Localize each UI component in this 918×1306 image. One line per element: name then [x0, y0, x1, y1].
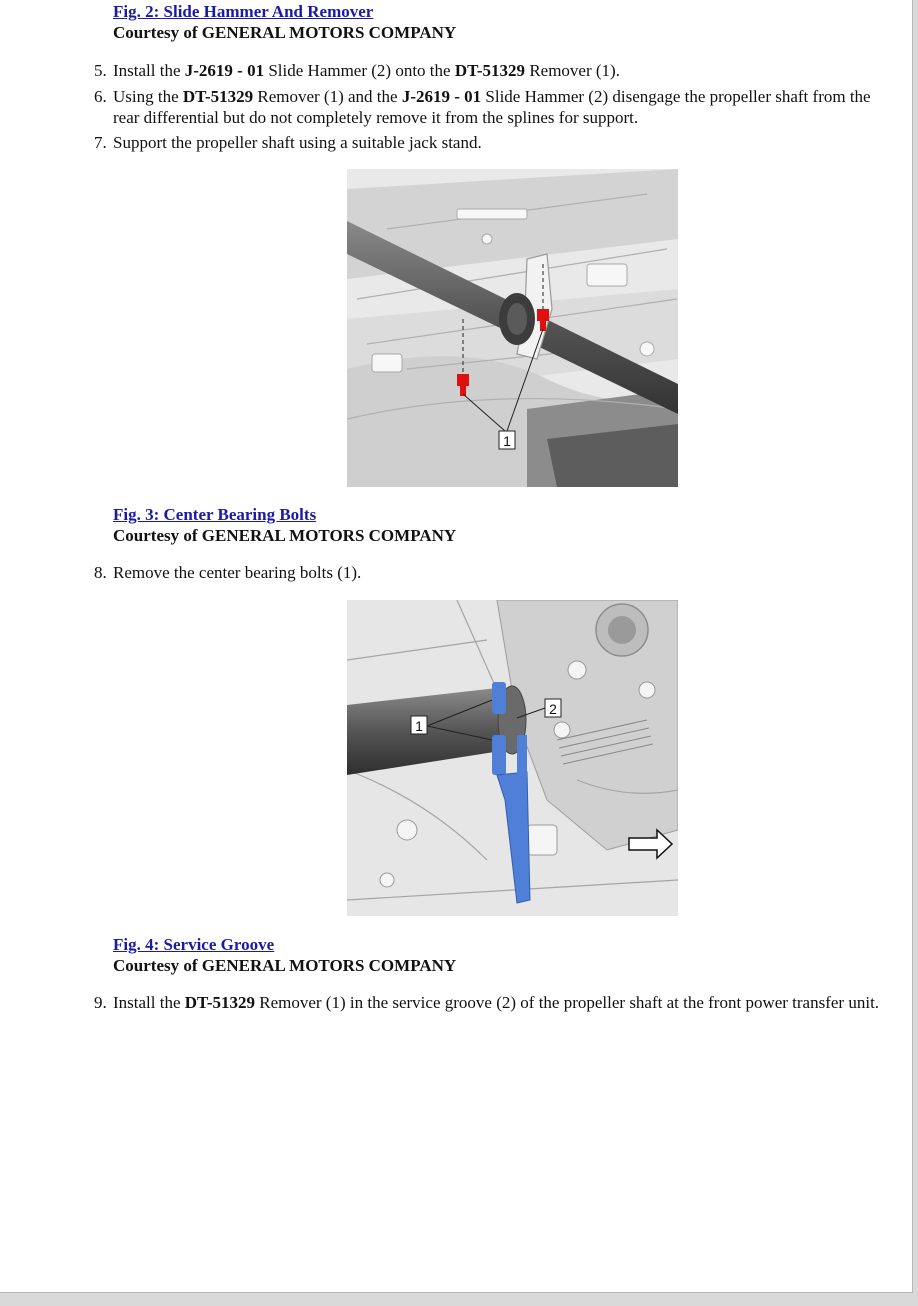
step-text: Remove the center bearing bolts (1).	[113, 563, 362, 582]
tool-number: J-2619 - 01	[184, 61, 265, 80]
step-8	[88, 562, 894, 583]
fig3-illustration	[347, 169, 678, 487]
step-text: Support the propeller shaft using a suitable jack stand.	[113, 133, 482, 152]
fig2-caption	[113, 1, 456, 43]
fig3-title-link[interactable]: Fig. 3: Center Bearing Bolts	[113, 505, 317, 524]
step-9	[88, 992, 894, 1013]
tool-number: DT-51329	[184, 993, 255, 1012]
fig2-courtesy: Courtesy of GENERAL MOTORS COMPANY	[113, 23, 457, 42]
fig3-courtesy: Courtesy of GENERAL MOTORS COMPANY	[113, 526, 457, 545]
step-number: 6.	[94, 87, 107, 106]
fig2-title-link[interactable]: Fig. 2: Slide Hammer And Remover	[113, 2, 374, 21]
step-text: Install the DT-51329 Remover (1) in the service groove (2) of the propeller shaft at the front power transfer unit.	[113, 993, 880, 1012]
step-text: Using the DT-51329 Remover (1) and the J-2619 - 01 Slide Hammer (2) disengage the propeller shaft from the rear differential but do not completely remove it from the splines for support.	[113, 87, 871, 127]
callout-1: 1	[415, 718, 423, 734]
step-number: 5.	[94, 61, 107, 80]
fig4-caption	[113, 934, 456, 976]
tool-number: J-2619 - 01	[401, 87, 482, 106]
step-text: Install the J-2619 - 01 Slide Hammer (2) onto the DT-51329 Remover (1).	[113, 61, 620, 80]
callout-1: 1	[503, 433, 511, 449]
step-6	[88, 86, 894, 128]
tool-number: DT-51329	[454, 61, 526, 80]
step-7	[88, 132, 894, 153]
step-number: 9.	[94, 993, 107, 1012]
fig3-caption	[113, 504, 456, 546]
step-5	[88, 60, 894, 81]
fig4-title-link[interactable]: Fig. 4: Service Groove	[113, 935, 275, 954]
callout-2: 2	[549, 701, 557, 717]
step-number: 7.	[94, 133, 107, 152]
tool-number: DT-51329	[182, 87, 254, 106]
step-number: 8.	[94, 563, 107, 582]
fig4-illustration	[347, 600, 678, 916]
fig4-courtesy: Courtesy of GENERAL MOTORS COMPANY	[113, 956, 457, 975]
